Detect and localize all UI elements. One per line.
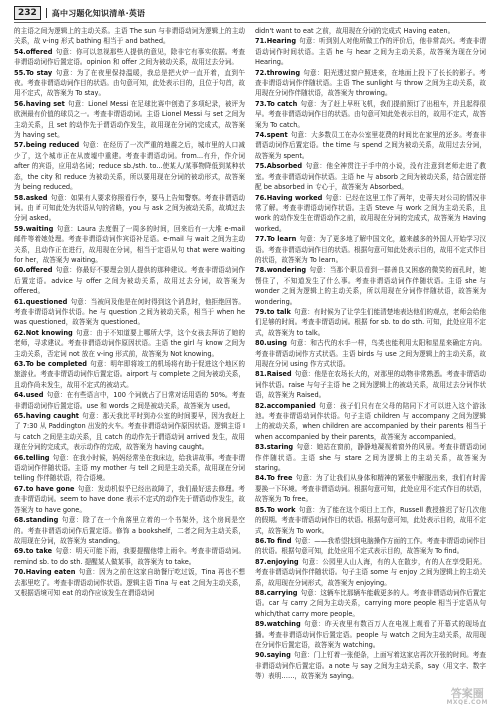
- answer-item: [14, 359, 245, 390]
- answer-item: [255, 557, 486, 588]
- item-number: 88.: [255, 588, 267, 597]
- right-column: [255, 26, 486, 682]
- item-number: 90.: [255, 651, 267, 660]
- item-answer: Having worked: [266, 193, 323, 202]
- item-answer: questioned: [25, 297, 68, 306]
- item-answer: Having eaten: [25, 568, 76, 577]
- item-number: 84.: [255, 474, 267, 483]
- item-number: 89.: [255, 620, 267, 629]
- item-number: 75.: [255, 162, 267, 171]
- item-explanation: 句意：在我小时候，妈妈经常坐在我床边，给我讲故事。考查非谓语动词作伴随状语。主语 my mother 与 tell 之间是主动关系，故用现在分词 telling 作伴随状语，符合语境。: [14, 453, 245, 483]
- item-answer: To stay: [25, 68, 53, 77]
- item-explanation: 句意：昨天夜里有数百万人在电视上观看了开幕式的现场直播。考查非谓语动词作后置定语。people 与 watch 之间为主动关系，故用现在分词作后置定语，故答案为 watching。: [255, 620, 486, 649]
- answer-item: [14, 546, 245, 567]
- book-title: 高中习题化知识清单·英语: [51, 8, 146, 18]
- item-explanation: 句意：——我希望找到电脑操作方面的工作。考查非谓语动词作目的状语。根据句意可知，此处应用不定式表示目的，故答案为 To find。: [255, 536, 487, 556]
- answer-item: [255, 99, 486, 130]
- item-answer: to take: [25, 547, 53, 556]
- item-answer: offered: [25, 266, 53, 275]
- item-number: 56.: [14, 99, 26, 108]
- item-number: 65.: [14, 412, 26, 421]
- item-answer: using: [266, 339, 287, 348]
- answer-item: [14, 484, 245, 515]
- item-explanation: 句意：大多数员工在办公室里花费的时间比在家里的还多。考查非谓语动词作后置定语。the time 与 spend 之间为被动关系，故用过去分词，故答案为 spent。: [255, 131, 486, 160]
- item-answer: having caught: [25, 412, 79, 421]
- answer-item: [255, 650, 486, 681]
- answer-item: [255, 130, 486, 161]
- item-answer: to talk: [266, 307, 291, 316]
- item-answer: saying: [266, 651, 291, 660]
- item-answer: offered: [25, 47, 53, 56]
- item-explanation: 句意：这辆车比那辆车能载更多的人。考查非谓语动词作后置定语。car 与 carry 之间为主动关系，carrying more people 相当于定语从句 which/that carry more people。: [255, 588, 486, 618]
- item-answer: throwing: [266, 68, 301, 77]
- answer-item: [255, 307, 486, 338]
- item-explanation: 句意：孩子们只有在父母的陪同下才可以进入这个游泳池。考查非谓语动词作状语。句子主语 children 与 accompany 之间为逻辑上的被动关系，when children are accompanied by their parents 相当于 when accompanied by their parents，故答案为 accompanied。: [255, 401, 486, 441]
- item-explanation: 句意：有时候为了让学生们能清楚地表达他们的观点，老师会给他们足够的时间。考查非谓语动词。根据 for sb. to do sth. 可知，此处应用不定式，故答案为 to talk。: [255, 307, 487, 337]
- item-explanation: 句意：门上钉着一张便条，上面写着这家店再次开张的时间。考查非谓语动词作后置定语。a note 与 say 之间为主动关系，say（用文字、数字等）表明……，故答案为 saying。: [255, 651, 486, 681]
- item-answer: To catch: [266, 99, 298, 108]
- page-header: [14, 6, 145, 20]
- item-answer: having set: [25, 99, 65, 108]
- continued-text: 的主语之间为逻辑上的主动关系。主语 The sun 与非谓语动词为逻辑上的主动关系，故 v-ing 形式 bathing 相当于 and bathed。: [14, 27, 245, 46]
- answer-item: [14, 68, 245, 99]
- item-number: 86.: [255, 536, 267, 545]
- item-number: 79.: [255, 307, 267, 316]
- item-number: 57.: [14, 141, 26, 150]
- item-explanation: 句意：和古代的水手一样，鸟类也能利用太阳和星星来确定方向。考查非谓语动词作方式状语。主语 birds 与 use 之间为逻辑上的主动关系，故用现在分词 using 作方式状语。: [255, 339, 486, 368]
- answer-item: [14, 411, 245, 453]
- answer-item: [14, 453, 245, 484]
- item-number: 78.: [255, 266, 267, 275]
- item-answer: to have gone: [25, 484, 75, 493]
- answer-item: [14, 47, 245, 68]
- item-number: 83.: [255, 443, 267, 452]
- answer-item: [14, 328, 245, 359]
- item-number: 77.: [255, 235, 267, 244]
- item-explanation: 句意：为了在夜里保持温暖，我总是把火炉一直开着，直到午夜。考查非谓语动词作目的状语。由句意可知，此处表示目的，且位于句首，故用不定式，故答案为 To stay。: [14, 68, 246, 98]
- item-answer: used: [25, 391, 44, 400]
- answer-item: [14, 390, 245, 411]
- item-answer: standing: [25, 516, 59, 525]
- item-number: 68.: [14, 516, 26, 525]
- item-number: 74.: [255, 131, 267, 140]
- item-explanation: 句意：为了能在这个项目上工作，Russell 教授推迟了好几次他的假期。考查非谓语动词作目的状语。根据句意可知，此处表示目的，故用不定式，故答案为 To work。: [255, 505, 486, 535]
- item-number: 70.: [14, 568, 26, 577]
- item-explanation: 句意：发动机似乎已经出故障了，我们最好送去修理。考查非谓语动词。seem to have done 表示不定式的动作先于谓语动作发生，故答案为 to have gone。: [14, 484, 246, 514]
- answer-item: [255, 588, 486, 619]
- answer-item: [255, 619, 486, 650]
- header-rule: [14, 22, 486, 23]
- item-number: 60.: [14, 266, 26, 275]
- item-explanation: 句意：当那个职员看到一群善良又困惑的微笑的面孔时，她愣住了，不知道发生了什么事。考查非谓语动词作伴随状语。主语 she 与 wonder 之间为逻辑上的主动关系，所以用现在分词作伴随状语，故答案为 wondering。: [255, 266, 486, 306]
- item-number: 63.: [14, 360, 26, 368]
- item-number: 69.: [14, 547, 26, 556]
- watermark-url: MXQE.COM: [446, 699, 488, 707]
- item-explanation: 句意：明天可能下雨，我要提醒他带上雨伞。考查非谓语动词。remind sb. to do sth. 提醒某人做某事，故答案为 to take。: [14, 547, 245, 566]
- answer-item: [255, 68, 486, 99]
- item-explanation: 句意：除了在一个角落里立着的一个书架外，这个房间是空的。考查非谓语动词作后置定语。修饰 a bookshelf，二者之间为主动关系，故用现在分词，故答案为 standing。: [14, 516, 245, 545]
- item-number: 67.: [14, 484, 26, 493]
- item-explanation: 句意：公园里人山人海，有的人在散步，有的人在享受阳光。考查非谓语动词作伴随状语。句子主语 some 与 enjoy 之间为逻辑上的主动关系，故用现在分词形式，故答案为 enjoying。: [255, 557, 486, 587]
- answer-item: [255, 369, 486, 400]
- page-number: 232: [14, 6, 41, 20]
- answer-item: [255, 536, 486, 557]
- item-number: 55.: [14, 68, 26, 77]
- item-number: 87.: [255, 557, 267, 566]
- answer-item: [255, 505, 486, 536]
- answer-item: [255, 234, 486, 265]
- item-explanation: 句意：在经历了一次严重的地震之后，城市里的人口减少了，这个城市正在从废墟中重建。考查非谓语动词。from...有升，作介词 after 的宾语，应用动名词；reduce sb./sth. to...使某人/某事物降低到某种状态，the city 和 reduce 为被动关系，所以要用现在分词的被动形式，故答案为 being reduced。: [14, 141, 246, 192]
- item-answer: waiting: [25, 224, 54, 233]
- answer-item: [14, 193, 245, 224]
- item-number: 61.: [14, 297, 26, 306]
- answer-item: [14, 140, 245, 192]
- item-number: 58.: [14, 193, 26, 202]
- item-explanation: 句意：阳光透过窗户照进来，在地面上投下了长长的影子。考查非谓语动词作伴随状语。主语 The sunlight 与 throw 之间为主动关系，故用现在分词作伴随状语，故答案为 throwing。: [255, 68, 486, 98]
- item-explanation: 句意：Laura 去度假了一周多的时间，回来后有一大堆 e-mail 邮件等着她处理。考查非谓语动词作宾语补足语。e-mail 与 wait 之间为主动关系，且动作正在进行，故用现在分词，相当于定语从句 that were waiting for her，故答案为 waiting。: [14, 224, 245, 264]
- answer-item: [255, 338, 486, 369]
- item-answer: To be completed: [25, 360, 88, 368]
- answer-item: [255, 401, 486, 443]
- item-explanation: 句意：在有些语言中，100 个词就占了日常对话用语的 50%。考查非谓语动词作后置定语。use 和 words 之间是被动关系，故答案为 used。: [14, 391, 245, 410]
- item-explanation: 句意：因为之前在这家自助餐厅吃过饭，Tina 再也不想去那里吃了。考查非谓语动词作状语。逻辑主语 Tina 与 eat 之间为主动关系，又根据语境可知 eat 的动作应该发生在谓语动词: [14, 568, 245, 597]
- item-answer: Hearing: [266, 37, 297, 46]
- item-explanation: 句意：你最好不要理会别人提供的那种建议。考查非谓语动词作后置定语。advice 与 offer 之间为被动关系，故用过去分词，故答案为 offered。: [14, 266, 245, 296]
- answer-item: [255, 442, 486, 473]
- item-number: 85.: [255, 505, 267, 514]
- item-explanation: 句意：你可以忽视那些人提供的意见，除非它有事实依据。考查非谓语动词作后置定语。opinion 和 offer 之间为被动关系，故用过去分词。: [14, 47, 245, 67]
- item-number: 76.: [255, 193, 267, 202]
- item-answer: staring: [266, 443, 294, 452]
- item-answer: Raised: [266, 370, 292, 379]
- item-explanation: 句意：由于不知道要上哪所大学，这个女孩去拜访了她的老师，寻求建议。考查非谓语动词作原因状语。主语 the girl 与 know 之间为主动关系，否定词 not 放在 v-ing 形式前，故答案为 Not knowing。: [14, 328, 246, 358]
- item-explanation: 句意：为了赶上早班飞机，我们提前预订了出租车，并且起得很早。考查非谓语动词作目的状语。由句意可知此处表示目的，故用不定式，故答案为 To catch。: [255, 99, 487, 129]
- item-explanation: 句意：如果有人要求你照看行李，要马上告知警察。考查非谓语动词。由 if 可知此处为状语从句的省略，you 与 ask 之间为被动关系，故填过去分词 asked。: [14, 193, 245, 223]
- answer-item: [14, 567, 245, 598]
- item-explanation: 句意：他是在农场长大的，对那里的动物非常熟悉。考查非谓语动词作状语。raise 与句子主语 he 之间为逻辑上的被动关系，故用过去分词作状语，故答案为 Raised。: [255, 370, 486, 400]
- item-explanation: 句意：已经在这里工作了两年，史蒂夫对公司的情况非常了解。考查非谓语动词作状语。主语 Steve 与 work 之间为主动关系，且 work 的动作发生在谓语动作之前，故用现在分词的完成式，故答案为 Having worked。: [255, 193, 487, 233]
- item-number: 54.: [14, 47, 26, 56]
- item-answer: wondering: [266, 266, 307, 275]
- item-number: 82.: [255, 401, 267, 410]
- answer-item: [14, 265, 245, 296]
- watermark-logo-text: 答案圈: [450, 687, 484, 701]
- item-answer: To find: [266, 536, 292, 545]
- item-number: 72.: [255, 68, 267, 77]
- header-divider: [46, 8, 47, 18]
- item-explanation: 句意：听到别人对他所做工作的评价后，他非常高兴。考查非谓语动词作时间状语。主语 he 与 hear 之间为主动关系，故答案为现在分词 Hearing。: [255, 37, 486, 67]
- item-explanation: 句意：当被问及他是在何时得到这个消息时，他拒绝回答。考查非谓语动词作状语。he 与 question 之间为被动关系，相当于 when he was questioned，故答案为 questioned。: [14, 297, 245, 327]
- item-answer: telling: [25, 453, 50, 462]
- item-number: 64.: [14, 391, 26, 400]
- item-answer: carrying: [266, 588, 298, 597]
- item-explanation: 句意：明年即将竣工的机场将有助于促进这个地区的旅游业。考查非谓语动词作后置定语。airport 与 complete 之间为被动关系，且动作尚未发生，故用不定式的被动式。: [14, 360, 246, 389]
- watermark: [446, 688, 488, 707]
- item-explanation: 句意：他全神贯注于手中的小说，没有注意到老师走进了教室。考查非谓语动词作状语。主语 he 与 absorb 之间为被动关系，结合固定搭配 be absorbed in 专心于，故答案为 Absorbed。: [255, 162, 486, 192]
- item-explanation: 句意：她站在窗前，静静地凝视着窗外的风景。考查非谓语动词作伴随状语。主语 she 与 stare 之间为逻辑上的主动关系，故答案为 staring。: [255, 443, 486, 473]
- continued-text: didn't want to eat 之前，故用现在分词的完成式 Having eaten。: [255, 27, 455, 35]
- item-answer: enjoying: [266, 557, 299, 566]
- item-answer: asked: [25, 193, 48, 202]
- item-number: 71.: [255, 37, 267, 46]
- answer-item: [255, 193, 486, 235]
- item-answer: accompanied: [266, 401, 316, 410]
- answer-item: [255, 473, 486, 504]
- item-explanation: 句意：为了让我们从身体和精神的紧张中解脱出来，我们有时需要换一下环境。考查非谓语动词。根据句意可知，此处应用不定式作目的状语，故答案为 To free。: [255, 474, 487, 504]
- item-explanation: 句意：那天我比平时到办公室的时间要早，因为我赶上了 7:30 从 Paddington 出发的火车。考查非谓语动词作原因状语。逻辑主语 I 与 catch 之间是主动关系，且 catch 的动作先于谓语动词 arrived 发生，故用现在分词的完成式，表示动作的完成，故答案为 having caught。: [14, 412, 246, 452]
- item-answer: Absorbed: [266, 162, 303, 171]
- item-number: 62.: [14, 328, 26, 337]
- item-answer: being reduced: [25, 141, 80, 150]
- item-answer: To free: [266, 474, 293, 483]
- item-answer: spent: [266, 131, 288, 140]
- item-answer: Not knowing: [25, 328, 73, 337]
- item-explanation: 句意：Lionel Messi 在足球比赛中创造了多项纪录，被评为欧洲最有价值的球员之一。考查非谓语动词。主语 Lionel Messi 与 set 之间为主动关系，且 set 的动作先于谓语动作发生，故用现在分词的完成式，故答案为 having set。: [14, 99, 245, 140]
- left-column: [14, 26, 245, 598]
- item-answer: To work: [266, 505, 296, 514]
- item-number: 59.: [14, 224, 26, 233]
- answer-item: [14, 297, 245, 328]
- answer-item: [14, 515, 245, 546]
- answer-item: [14, 99, 245, 141]
- item-number: 81.: [255, 370, 267, 379]
- item-number: 80.: [255, 339, 267, 348]
- answer-item: [255, 161, 486, 192]
- answer-item: [255, 36, 486, 67]
- item-explanation: 句意：为了更多地了解中国文化，越来越多的外国人开始学习汉语。考查非谓语动词作目的状语。根据句意可知此处表示目的，故用不定式作目的状语，故答案为 To learn。: [255, 235, 487, 264]
- answer-item: [14, 224, 245, 266]
- item-answer: To learn: [266, 235, 297, 244]
- item-number: 73.: [255, 99, 267, 108]
- answer-item: [255, 265, 486, 307]
- item-answer: watching: [266, 620, 301, 629]
- item-number: 66.: [14, 453, 26, 462]
